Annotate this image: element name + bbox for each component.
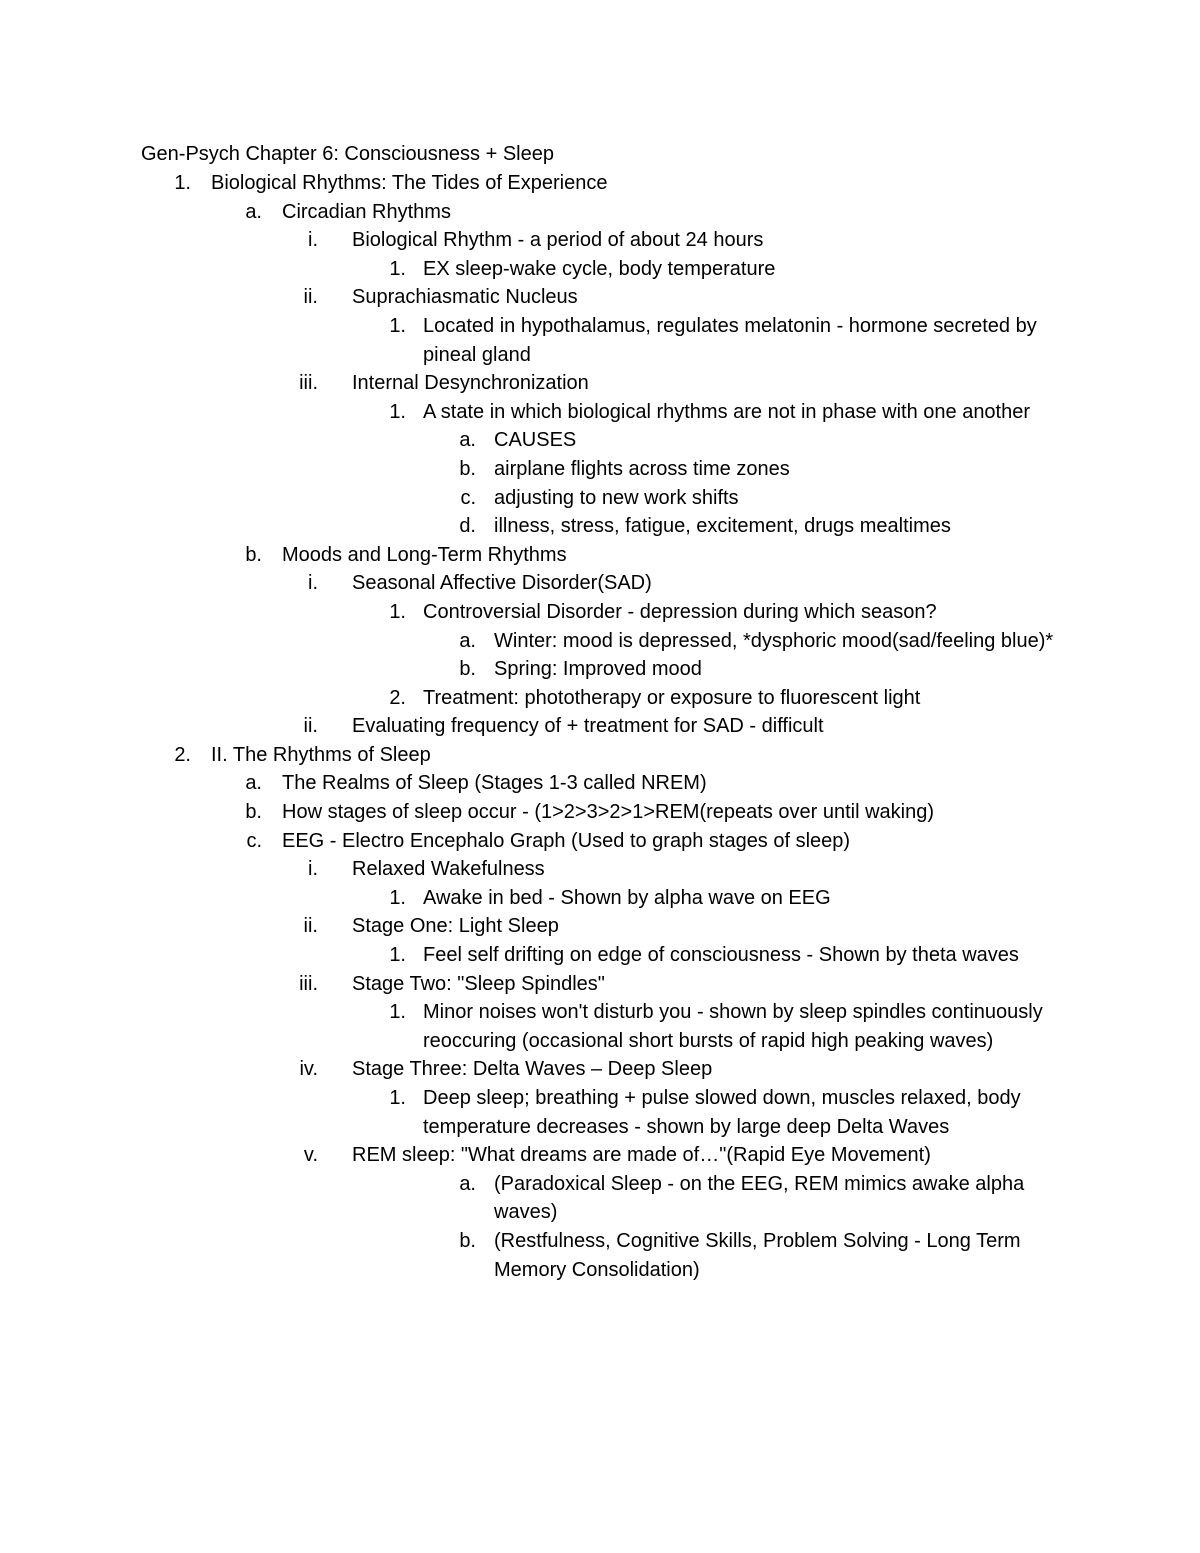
outline-item	[0, 970, 1066, 999]
outline-marker: d.	[459, 515, 476, 538]
outline-item	[0, 569, 1066, 598]
outline-item	[0, 312, 1066, 369]
outline-marker: 2.	[389, 686, 406, 709]
outline-marker: iii.	[299, 972, 318, 995]
outline-text: Located in hypothalamus, regulates melatonin - hormone secreted by pineal gland	[423, 314, 1037, 366]
outline-marker: 1.	[389, 1001, 406, 1024]
outline-item	[0, 998, 1066, 1055]
outline-text: Circadian Rhythms	[282, 200, 451, 223]
outline-text: EX sleep-wake cycle, body temperature	[423, 257, 776, 280]
outline-item	[0, 484, 1066, 513]
outline-marker: 1.	[174, 172, 191, 194]
outline-marker: b.	[245, 543, 262, 566]
outline-marker: i.	[308, 229, 318, 252]
outline-marker: 1.	[389, 314, 406, 337]
outline-text: Relaxed Wakefulness	[352, 858, 545, 881]
outline-marker: b.	[459, 658, 476, 681]
outline-marker: a.	[245, 772, 262, 795]
outline-item	[0, 1141, 1066, 1170]
outline-item	[0, 827, 1066, 856]
outline-text: Biological Rhythms: The Tides of Experience	[211, 172, 608, 194]
outline-item	[0, 398, 1066, 427]
outline-text: Spring: Improved mood	[494, 658, 702, 681]
outline-marker: v.	[303, 1144, 318, 1167]
outline-item	[0, 369, 1066, 398]
outline-text: Stage Two: "Sleep Spindles"	[352, 972, 605, 995]
outline-item	[0, 798, 1066, 827]
outline-item	[0, 655, 1066, 684]
outline-text: CAUSES	[494, 429, 577, 452]
outline-item	[0, 855, 1066, 884]
outline-item	[0, 1227, 1066, 1284]
outline-marker: ii.	[303, 286, 318, 309]
outline-item	[0, 884, 1066, 913]
outline-text: Suprachiasmatic Nucleus	[352, 286, 578, 309]
outline-item	[0, 712, 1066, 741]
outline-text: adjusting to new work shifts	[494, 486, 739, 509]
outline-item	[0, 598, 1066, 627]
outline-marker: i.	[308, 858, 318, 881]
outline-text: REM sleep: "What dreams are made of…"(Rapid Eye Movement)	[352, 1144, 931, 1167]
outline-item	[0, 169, 1066, 198]
outline-item	[0, 226, 1066, 255]
outline-marker: c.	[460, 486, 476, 509]
outline-item	[0, 912, 1066, 941]
outline-marker: a.	[245, 200, 262, 223]
outline-text: Stage One: Light Sleep	[352, 915, 559, 938]
outline-text: The Realms of Sleep (Stages 1-3 called NREM)	[282, 772, 707, 795]
outline-text: EEG - Electro Encephalo Graph (Used to graph stages of sleep)	[282, 829, 851, 852]
outline-marker: a.	[459, 629, 476, 652]
outline-marker: ii.	[303, 715, 318, 738]
outline-item	[0, 541, 1066, 570]
outline-marker: b.	[459, 457, 476, 480]
outline-text: illness, stress, fatigue, excitement, drugs mealtimes	[494, 515, 951, 538]
outline-item	[0, 426, 1066, 455]
outline-marker: ii.	[303, 915, 318, 938]
outline-item	[0, 198, 1066, 227]
outline-marker: 1.	[389, 257, 406, 280]
outline-text: airplane flights across time zones	[494, 457, 790, 480]
outline-text: Minor noises won't disturb you - shown by sleep spindles continuously reoccuring (occasional short bursts of rapid high peaking waves)	[423, 1001, 1043, 1052]
outline-item	[0, 1170, 1066, 1227]
outline-text: Moods and Long-Term Rhythms	[282, 543, 567, 566]
outline-marker: 1.	[389, 1087, 406, 1109]
outline-item	[0, 1055, 1066, 1084]
outline-item	[0, 769, 1066, 798]
outline-marker: iii.	[299, 372, 318, 395]
outline-text: (Restfulness, Cognitive Skills, Problem Solving - Long Term Memory Consolidation)	[494, 1229, 1021, 1281]
outline-marker: a.	[459, 1172, 476, 1195]
outline-marker: a.	[459, 429, 476, 452]
outline-text: A state in which biological rhythms are not in phase with one another	[423, 400, 1031, 423]
outline-text: Evaluating frequency of + treatment for SAD - difficult	[352, 715, 824, 738]
outline-text: Biological Rhythm - a period of about 24 hours	[352, 229, 764, 252]
outline-marker: iv.	[299, 1058, 318, 1081]
outline-text: Deep sleep; breathing + pulse slowed down, muscles relaxed, body temperature decreases - shown by large deep Delta Waves	[423, 1087, 1021, 1138]
outline-marker: 1.	[389, 944, 406, 967]
outline-item	[0, 512, 1066, 541]
outline-marker: 1.	[389, 400, 406, 423]
outline-text: Winter: mood is depressed, *dysphoric mood(sad/feeling blue)*	[494, 629, 1054, 652]
outline-marker: 2.	[174, 743, 191, 766]
outline-item	[0, 283, 1066, 312]
outline-text: II. The Rhythms of Sleep	[211, 743, 431, 766]
outline-marker: 1.	[389, 886, 406, 909]
outline-marker: b.	[459, 1229, 476, 1252]
outline-text: Awake in bed - Shown by alpha wave on EEG	[423, 886, 831, 909]
outline-marker: 1.	[389, 600, 406, 623]
outline-text: Stage Three: Delta Waves – Deep Sleep	[352, 1058, 713, 1081]
outline-item	[0, 941, 1066, 970]
outline-text: (Paradoxical Sleep - on the EEG, REM mimics awake alpha waves)	[494, 1172, 1025, 1224]
outline-text: How stages of sleep occur - (1>2>3>2>1>REM(repeats over until waking)	[282, 801, 935, 824]
outline-text: Internal Desynchronization	[352, 372, 589, 395]
outline-text: Seasonal Affective Disorder(SAD)	[352, 572, 652, 595]
outline-text: Controversial Disorder - depression during which season?	[423, 600, 937, 623]
document-title: Gen-Psych Chapter 6: Consciousness + Sleep	[141, 143, 554, 165]
outline-marker: c.	[246, 829, 262, 852]
outline-item	[0, 741, 1066, 770]
outline-marker: i.	[308, 572, 318, 595]
outline-text: Treatment: phototherapy or exposure to fluorescent light	[423, 686, 921, 709]
outline-item	[0, 684, 1066, 713]
outline-list	[0, 169, 1200, 1284]
outline-item	[0, 455, 1066, 484]
outline-item	[0, 255, 1066, 284]
outline-marker: b.	[245, 801, 262, 824]
outline-item	[0, 627, 1066, 656]
outline-text: Feel self drifting on edge of consciousness - Shown by theta waves	[423, 944, 1019, 967]
outline-item	[0, 1084, 1066, 1141]
